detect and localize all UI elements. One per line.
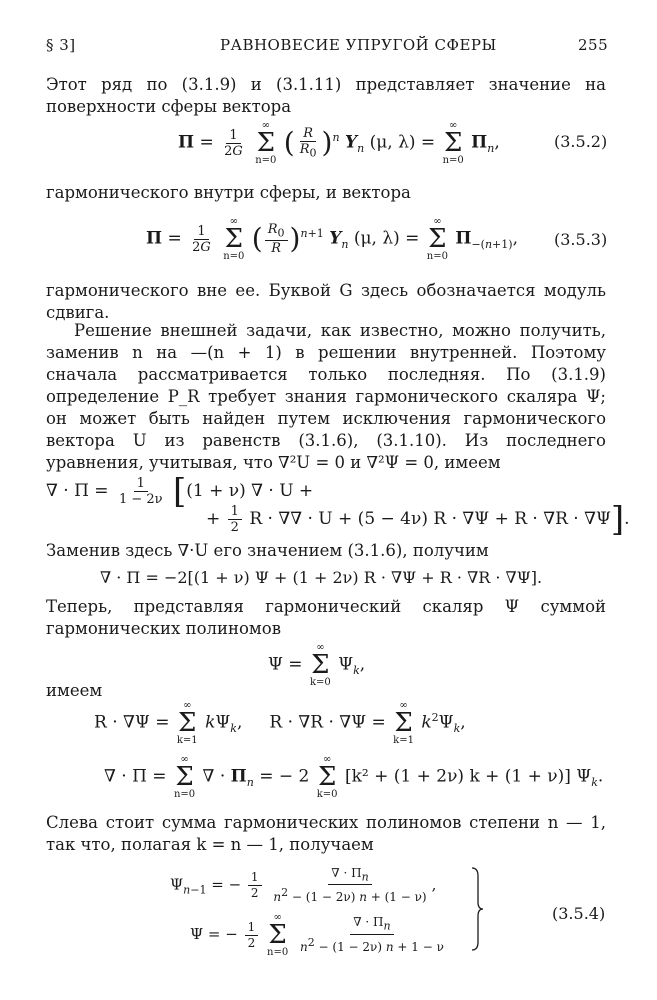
equation-3-5-4-line-1: $\Psi_{n-1}$ = − $\frac{1}{2}$ $\frac{\nabla \cdot \Pi_n}{n^2 - (1 - 2\nu) n + (1 - \nu)}$ , xyxy=(170,866,437,905)
equation-r-grad-psi: R · ∇Ψ = ∞ Σ k=1 $k\Psi_k$, R · ∇R · ∇Ψ = ∞ Σ k=1 $k^2\Psi_k$, xyxy=(94,700,466,746)
paragraph-5: Заменив здесь ∇·U его значением (3.1.6), получим xyxy=(46,541,489,560)
paragraph-1: Этот ряд по (3.1.9) и (3.1.11) представляет значение на поверхности сферы вектора xyxy=(46,75,606,116)
running-title: РАВНОВЕСИЕ УПРУГОЙ СФЕРЫ xyxy=(220,36,497,54)
paragraph-6: Теперь, представляя гармонический скаляр Ψ суммой гармонических полиномов xyxy=(46,597,606,638)
paragraph-8: Слева стоит сумма гармонических полиномов степени n — 1, так что, полагая k = n — 1, получаем xyxy=(46,813,606,854)
equation-number-3-5-2: (3.5.2) xyxy=(554,132,608,151)
paragraph-4: Решение внешней задачи, как известно, можно получить, заменив n на —(n + 1) в решении внутренней. Поэтому сначала рассматривается только последняя. По (3.1.9) определение P_R требует знания гармонического скаляра Ψ; он может быть найден путем исключения гармонического вектора U из равенств (3.1.6), (3.1.10). Из последнего уравнения, учитывая, что ∇²U = 0 и ∇²Ψ = 0, имеем xyxy=(46,321,606,472)
equation-3-5-2: Π = $\frac{1}{2G}$ ∞ Σ n=0 ( $\frac{R}{R_0}$ )$^n$ $Y_n$ (μ, λ) = ∞ Σ n=0 $\Pi_n$, xyxy=(178,120,500,166)
equation-grad-2: ∇ · Π = −2[(1 + ν) Ψ + (1 + 2ν) R · ∇Ψ + R · ∇R · ∇Ψ]. xyxy=(100,568,543,587)
equation-3-5-3: Π = $\frac{1}{2G}$ ∞ Σ n=0 ( $\frac{R_0}{R}$ )$^{n+1}$ $Y_n$ (μ, λ) = ∞ Σ n=0 $\Pi_{-(n+1)}$, xyxy=(146,216,518,262)
equation-grad-line-1: ∇ · Π = $\frac{1}{1 - 2\nu}$ [(1 + ν) ∇ · U + xyxy=(46,471,314,512)
section-mark: § 3] xyxy=(46,36,76,54)
equation-grad-line-2: + $\frac{1}{2}$ R · ∇∇ · U + (5 − 4ν) R · ∇Ψ + R · ∇R · ∇Ψ]. xyxy=(206,499,630,540)
page-number: 255 xyxy=(578,36,609,54)
equation-number-3-5-3: (3.5.3) xyxy=(554,230,608,249)
paragraph-3: гармонического вне ее. Буквой G здесь обозначается модуль сдвига. xyxy=(46,281,606,322)
right-brace-icon xyxy=(470,866,484,952)
equation-psi-sum: Ψ = ∞ Σ k=0 $\Psi_k$, xyxy=(268,642,366,688)
equation-3-5-4-line-2: Ψ = − $\frac{1}{2}$ ∞ Σ n=0 $\frac{\nabla \cdot \Pi_n}{n^2 - (1 - 2\nu) n + 1 - \nu}$ xyxy=(190,912,444,958)
equation-number-3-5-4: (3.5.4) xyxy=(552,904,606,923)
equation-divergence-sum: ∇ · Π = ∞ Σ n=0 ∇ · $\Pi_n$ = − 2 ∞ Σ k=0 [k² + (1 + 2ν) k + (1 + ν)] $\Psi_k$. xyxy=(104,754,604,800)
paragraph-2: гармонического внутри сферы, и вектора xyxy=(46,183,411,202)
paragraph-7: имеем xyxy=(46,681,103,700)
